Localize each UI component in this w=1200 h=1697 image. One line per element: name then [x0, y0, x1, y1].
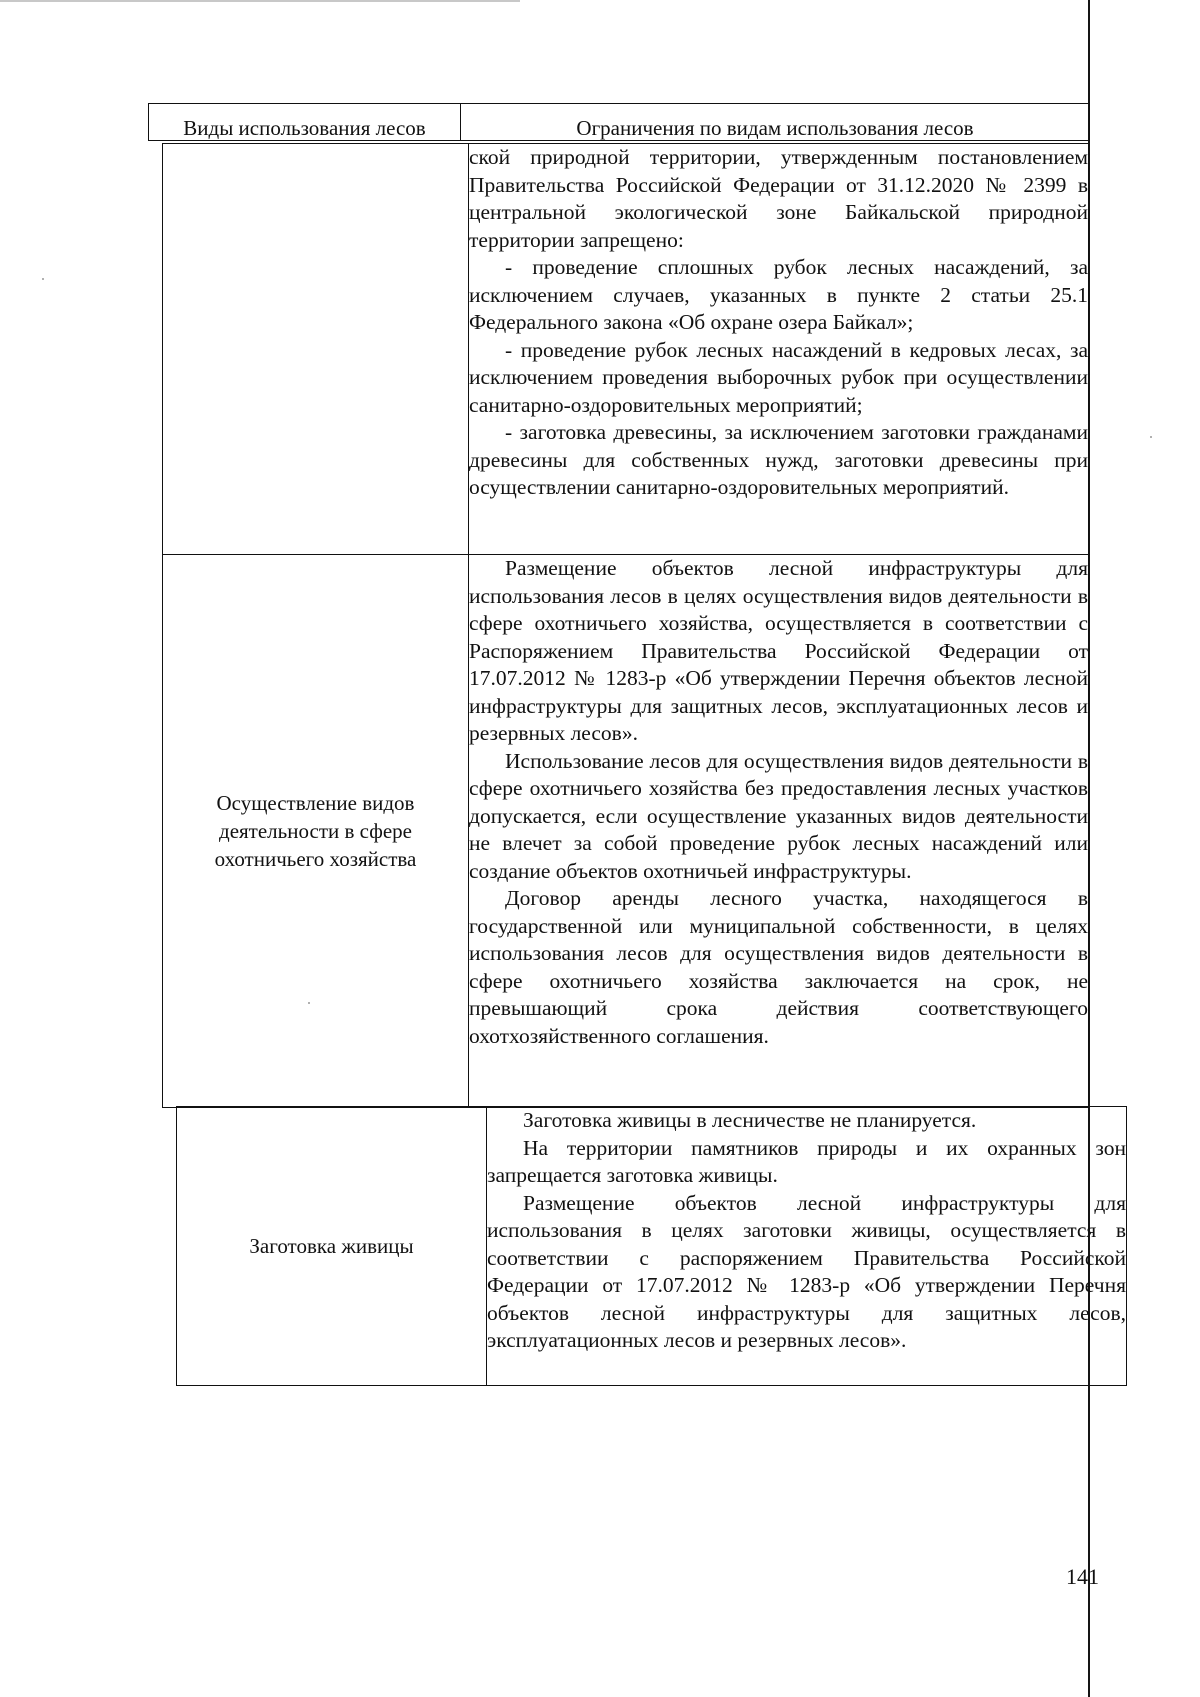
page-number: 141 [1066, 1564, 1099, 1589]
usage-cell [163, 144, 469, 555]
table-header [148, 103, 1090, 141]
restriction-cell [469, 555, 1089, 1108]
table-row [163, 555, 1089, 1108]
restriction-paragraph: Договор аренды лесного участка, находящегося в государственной или муниципальной собственности, в целях использования лесов для осуществления видов деятельности в сфере охотничьего хозяйства заключается на срок, не превышающий срока действия соответствующего охотхозяйственного соглашения. [469, 886, 1088, 1048]
table-row [163, 144, 1089, 555]
restriction-cell [469, 144, 1089, 555]
restriction-paragraph: Размещение объектов лесной инфраструктуры для использования лесов в целях осуществления видов деятельности в сфере охотничьего хозяйства, осуществляется в соответствии с Распоряжением Правительства Российской Федерации от 17.07.2012 № 1283-р «Об утверждении Перечня объектов лесной инфраструктуры для защитных лесов, эксплуатационных лесов и резервных лесов». [469, 556, 1088, 745]
restriction-paragraph: Использование лесов для осуществления видов деятельности в сфере охотничьего хозяйства без предоставления лесных участков допускается, если осуществление указанных видов деятельности не влечет за собой проведение рубок лесных насаждений или создание объектов охотничьей инфраструктуры. [469, 748, 1088, 883]
restriction-paragraph: - проведение сплошных рубок лесных насаждений, за исключением случаев, указанных в пункте 2 статьи 25.1 Федерального закона «Об охране озера Байкал»; [469, 255, 1088, 334]
usage-cell: Осуществление видов деятельности в сфере охотничьего хозяйства [163, 555, 469, 1108]
restrictions-table [162, 143, 1089, 1108]
restriction-paragraph: Заготовка живицы в лесничестве не планируется. [523, 1108, 977, 1132]
restriction-paragraph: На территории памятников природы и их охранных зон запрещается заготовка живицы. [487, 1135, 1126, 1187]
restriction-paragraph: Размещение объектов лесной инфраструктуры для использования в целях заготовки живицы, осуществляется в соответствии с распоряжением Правительства Российской Федерации от 17.07.2012 № 1283-р «Об утверждении Перечня объектов лесной инфраструктуры для защитных лесов, эксплуатационных лесов и резервных лесов». [487, 1190, 1126, 1352]
restriction-cell [487, 1107, 1127, 1386]
header-usage-column: Виды использования лесов [149, 104, 461, 141]
scan-top-line [0, 0, 520, 2]
scan-speck [42, 278, 44, 280]
header-restriction-column: Ограничения по видам использования лесов [461, 104, 1090, 141]
table-row [177, 1107, 1127, 1386]
restriction-paragraph: - проведение рубок лесных насаждений в кедровых лесах, за исключением проведения выборочных рубок при осуществлении санитарно-оздоровительных мероприятий; [469, 337, 1088, 417]
restriction-paragraph: - заготовка древесины, за исключением заготовки гражданами древесины для собственных нужд, заготовки древесины при осуществлении санитарно-оздоровительных мероприятий. [469, 420, 1088, 499]
header-row [149, 104, 1090, 141]
restrictions-table-continued [176, 1106, 1127, 1386]
usage-cell: Заготовка живицы [177, 1107, 487, 1386]
scan-speck [1150, 436, 1152, 438]
restriction-paragraph: ской природной территории, утвержденным постановлением Правительства Российской Федерации от 31.12.2020 № 2399 в центральной экологической зоне Байкальской природной территории запрещено: [469, 145, 1088, 252]
